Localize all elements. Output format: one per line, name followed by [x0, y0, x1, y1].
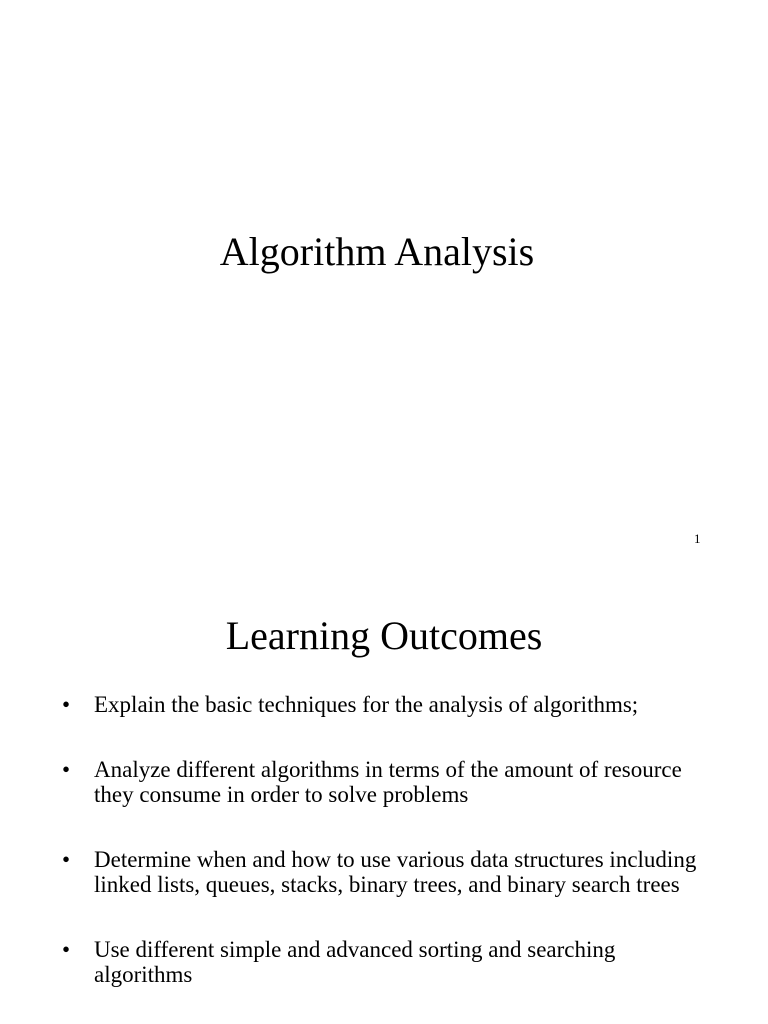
list-item	[62, 847, 712, 897]
slide-number: 1	[694, 531, 701, 546]
slide-title: Algorithm Analysis	[219, 229, 535, 274]
slide-title: Learning Outcomes	[225, 613, 543, 658]
bullet-icon: •	[62, 692, 71, 717]
bullet-icon: •	[62, 937, 71, 962]
slide-2	[0, 576, 768, 1024]
bullet-text: Explain the basic techniques for the analysis of algorithms;	[94, 692, 639, 717]
list-item	[62, 937, 712, 987]
bullet-icon: •	[62, 847, 71, 872]
bullet-text: Analyze different algorithms in terms of the amount of resource they consume in order to solve problems	[94, 757, 682, 807]
bullet-list	[62, 692, 712, 987]
bullet-icon: •	[62, 757, 71, 782]
list-item	[62, 692, 712, 717]
list-item	[62, 757, 712, 807]
bullet-text: Use different simple and advanced sorting and searching algorithms	[94, 937, 616, 987]
bullet-text: Determine when and how to use various data structures including linked lists, queues, stacks, binary trees, and binary search trees	[94, 847, 697, 897]
